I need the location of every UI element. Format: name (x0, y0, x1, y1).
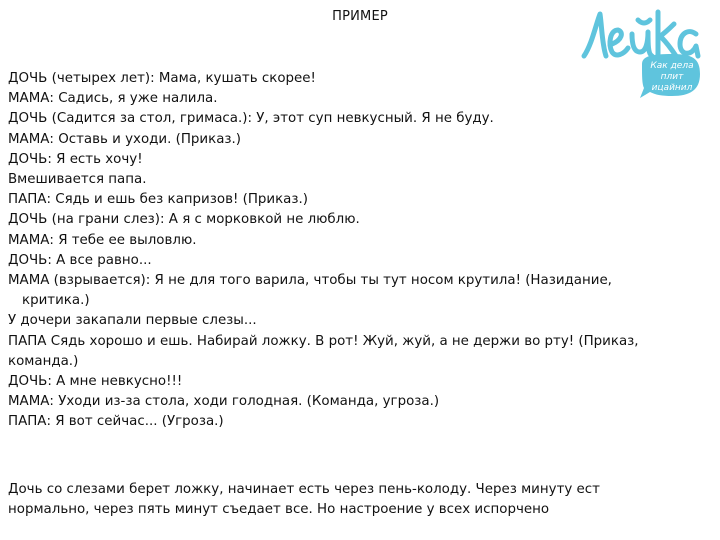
page-title: ПРИМЕР (332, 9, 388, 24)
dialog-line: МАМА: Оставь и уходи. (Приказ.) (8, 131, 242, 147)
dialog-line-continuation: команда.) (8, 353, 79, 369)
dialog-line: ПАПА: Сядь и ешь без капризов! (Приказ.) (8, 192, 308, 208)
dialog-line: ПАПА: Я вот сейчас... (Угроза.) (8, 414, 224, 430)
dialog-line: МАМА (взрывается): Я не для того варила, чтобы ты тут носом крутила! (Назидание, (8, 273, 612, 289)
dialog-line: ДОЧЬ: А мне невкусно!!! (8, 374, 183, 390)
dialog-line-continuation: критика.) (22, 293, 90, 309)
narrative-paragraph (8, 480, 708, 520)
narrative-line: нормально, через пять минут съедает все. Но настроение у всех испорчено (8, 502, 550, 518)
dialog-line: МАМА: Уходи из-за стола, ходи голодная. (Команда, угроза.) (8, 394, 440, 410)
logo-tagline-1: Как дела (650, 61, 694, 71)
dialog-line: МАМА: Я тебе ее выловлю. (8, 232, 197, 248)
dialog-line: ДОЧЬ (Садится за стол, гримаса.): У, этот суп невкусный. Я не буду. (8, 111, 494, 127)
dialog-line: У дочери закапали первые слезы... (8, 313, 257, 329)
dialog-block (8, 69, 658, 433)
dialog-line: ПАПА Сядь хорошо и ешь. Набирай ложку. В рот! Жуй, жуй, а не держи во рту! (Приказ, (8, 333, 639, 349)
dialog-line: ДОЧЬ: Я есть хочу! (8, 151, 143, 167)
logo-tagline-2: плит (660, 72, 684, 82)
dialog-line: Вмешивается папа. (8, 172, 147, 188)
dialog-line: ДОЧЬ (четырех лет): Мама, кушать скорее! (8, 71, 316, 86)
dialog-line: МАМА: Садись, я уже налила. (8, 91, 218, 107)
narrative-line: Дочь со слезами берет ложку, начинает есть через пень-колоду. Через минуту ест (8, 482, 600, 497)
logo-tagline-3: ицайнил (651, 83, 693, 93)
dialog-line: ДОЧЬ: А все равно... (8, 252, 152, 268)
dialog-line: ДОЧЬ (на грани слез): А я с морковкой не люблю. (8, 212, 360, 228)
